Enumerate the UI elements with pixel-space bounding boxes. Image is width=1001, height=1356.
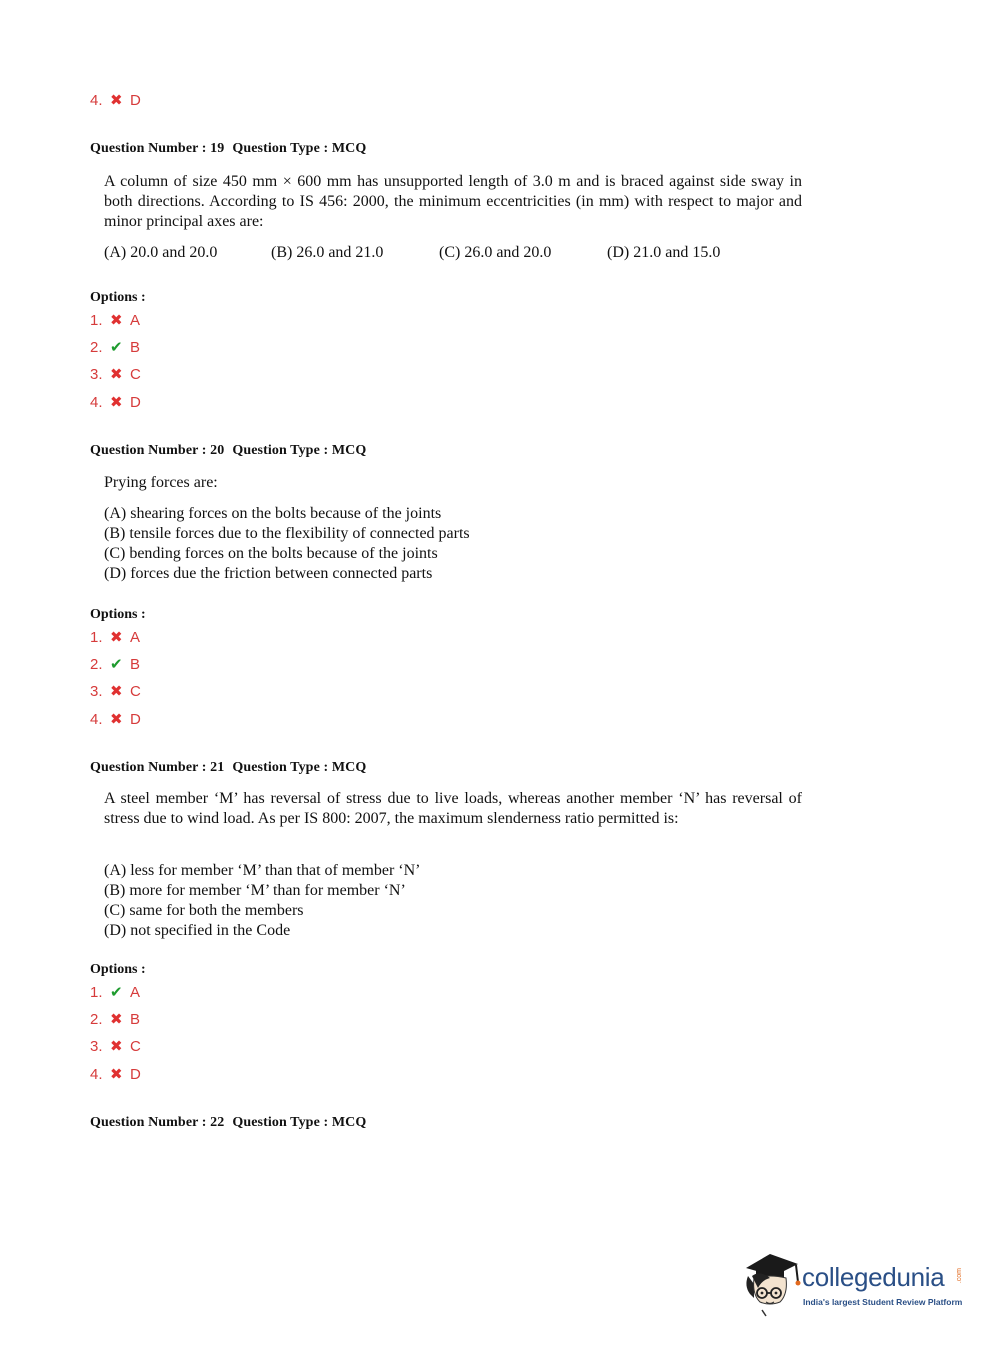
options-label: Options : [90,962,146,977]
option-number: 4. [90,92,103,109]
option-number: 1. [90,984,103,1001]
option-letter: A [130,984,141,1001]
choice: (C) same for both the members [104,902,304,919]
option-letter: D [130,1066,141,1083]
option-number: 2. [90,339,103,356]
mascot-logo-icon [740,1248,802,1318]
option-letter: A [130,629,141,646]
cross-icon: ✖ [110,92,123,109]
option-row [90,338,140,358]
question-number: Question Number : 20 [90,443,225,458]
question-type: Question Type : MCQ [232,141,367,156]
question-header [90,443,366,459]
brand-suffix: .com [956,1268,963,1284]
option-number: 2. [90,1011,103,1028]
brand-tagline: India's largest Student Review Platform [803,1297,963,1307]
options-label: Options : [90,290,146,305]
check-icon: ✔ [110,984,123,1001]
option-number: 1. [90,629,103,646]
check-icon: ✔ [110,656,123,673]
question-number: Question Number : 21 [90,760,225,775]
cross-icon: ✖ [110,1038,123,1055]
brand-name: collegedunia [802,1262,945,1292]
option-number: 1. [90,312,103,329]
option-row [90,628,140,648]
choice: (B) more for member ‘M’ than for member ‘N’ [104,882,406,899]
choice: (A) shearing forces on the bolts because of the joints [104,505,442,522]
question-type: Question Type : MCQ [232,1115,367,1130]
option-row [90,311,140,331]
option-letter: B [130,656,141,673]
cross-icon: ✖ [110,629,123,646]
choice: (B) 26.0 and 21.0 [271,244,384,261]
question-type: Question Type : MCQ [232,760,367,775]
option-number: 4. [90,711,103,728]
question-text: Prying forces are: [104,474,218,491]
option-row [90,91,141,111]
option-row [90,1037,141,1057]
cross-icon: ✖ [110,366,123,383]
question-header [90,760,366,776]
choice: (C) bending forces on the bolts because of the joints [104,545,438,562]
option-letter: C [130,1038,141,1055]
cross-icon: ✖ [110,711,123,728]
cross-icon: ✖ [110,394,123,411]
options-label: Options : [90,607,146,622]
choice: (D) 21.0 and 15.0 [607,244,721,261]
option-letter: A [130,312,141,329]
option-number: 4. [90,394,103,411]
question-number: Question Number : 19 [90,141,225,156]
option-letter: C [130,366,141,383]
choice: (B) tensile forces due to the flexibility of connected parts [104,525,470,542]
choice: (A) 20.0 and 20.0 [104,244,218,261]
option-number: 4. [90,1066,103,1083]
option-row [90,393,141,413]
choice: (D) forces due the friction between connected parts [104,565,433,582]
option-letter: C [130,683,141,700]
option-letter: D [130,394,141,411]
cross-icon: ✖ [110,683,123,700]
cross-icon: ✖ [110,312,123,329]
option-letter: B [130,1011,141,1028]
option-row [90,682,141,702]
option-letter: B [130,339,141,356]
option-number: 3. [90,683,103,700]
option-row [90,365,141,385]
option-letter: D [130,92,141,109]
question-number: Question Number : 22 [90,1115,225,1130]
cross-icon: ✖ [110,1066,123,1083]
question-type: Question Type : MCQ [232,443,367,458]
option-row [90,655,140,675]
option-number: 3. [90,1038,103,1055]
option-row [90,1065,141,1085]
option-letter: D [130,711,141,728]
question-text: A column of size 450 mm × 600 mm has unsupported length of 3.0 m and is braced against side sway in both directions. According to IS 456: 2000, the minimum eccentricities (in mm) with respect to major and minor principal axes are: [104,173,802,230]
question-header [90,141,366,157]
option-number: 2. [90,656,103,673]
question-text: A steel member ‘M’ has reversal of stress due to live loads, whereas another member ‘N’ has reversal of stress due to wind load. As per IS 800: 2007, the maximum slenderness ratio permitted is: [104,790,802,827]
option-row [90,1010,140,1030]
cross-icon: ✖ [110,1011,123,1028]
question-header [90,1115,366,1131]
check-icon: ✔ [110,339,123,356]
choice: (D) not specified in the Code [104,922,291,939]
option-row [90,983,140,1003]
choice: (C) 26.0 and 20.0 [439,244,552,261]
option-row [90,710,141,730]
option-number: 3. [90,366,103,383]
choice: (A) less for member ‘M’ than that of member ‘N’ [104,862,421,879]
